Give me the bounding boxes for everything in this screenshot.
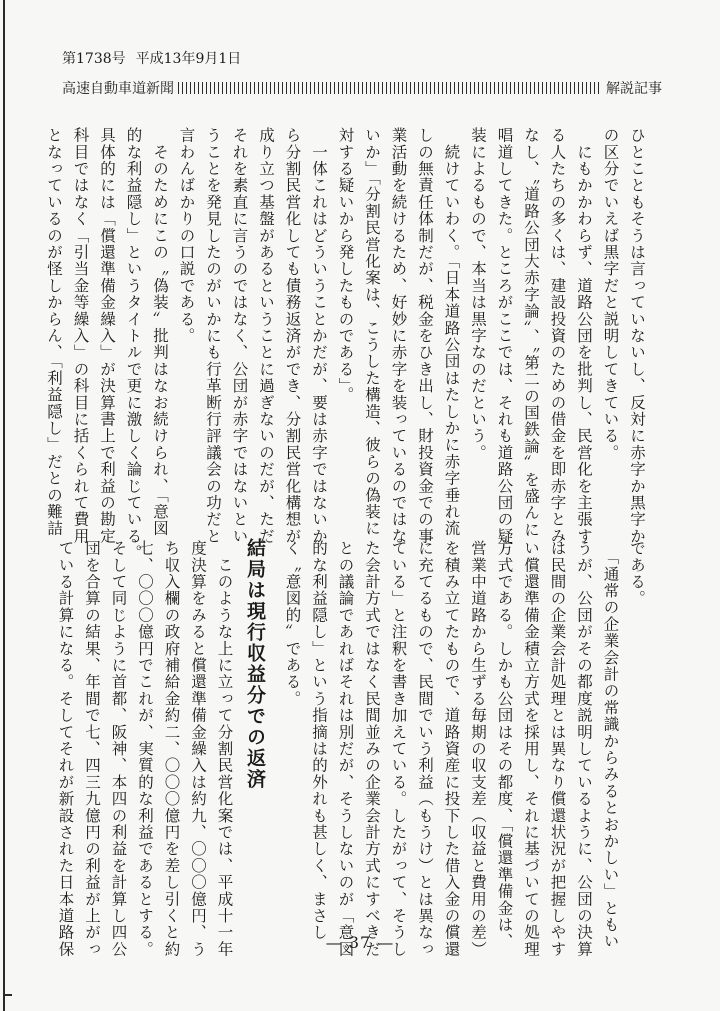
article-text-lower-left: このような上に立って分割民営化案では、平成十一年 度決算をみると償還準備金繰入は約九、〇〇〇億円、う ち収入欄の政府補給金約二、〇〇〇億円を差し引くと約 七、〇〇〇億円でこれが、実質的な利益であるとする。 そして同じように首都、阪神、本四の利益を計算し四公 団を合算の結果、年間で七、四三九億円の利益が上がっ ている計算になる。そしてそれが新設された日本道路保 [56,540,234,958]
masthead [62,78,662,98]
article-text-upper: ひとこともそうは言っていないし、反対に赤字か黒字か の区分でいえば黒字だと説明してきている。 にもかかわらず、道路公団を批判し、民営化を主張す る人たちの多くは、建設投資のための借金を即赤字とみ なし、〝道路公団大赤字論〟、〝第二の国鉄論〟を盛んに 唱道してきた。ところがここでは、それも道路公団の疑 装によるもので、本当は黒字なのだという。 続けていわく。「日本道路公団はたしかに赤字垂れ流 しの無責任体制だが、税金をひき出し、財投資金での事 業活動を続けるため、好妙に赤字を装っているのではな いか」「分割民営化案は、こうした構造、彼らの偽装に 対する疑いから発したものである」。 一体これはどういうことかだが、要は赤字ではないか ら分割民営化しても債務返済ができ、分割民営化構想が 成り立つ基盤があるということに過ぎないのだが、ただ それを素直に言うのではなく、公団が赤字ではないとい うことを発見したのがいかにも行革断行評議会の功だと 言わんばかりの口説である。 そのためにこの〝偽装〟批判はなお続けられ、「意図 的な利益隠し」というタイトルで更に激しく論じている。 具体的には「償還準備金繰入」が決算書上で利益の勘定 科目ではなく「引当金等繰入」の科目に括くられて費用 となっているのが怪しからん、「利益隠し」だとの難詰 [45,127,646,562]
article-text-lower-right: である。 「通常の企業会計の常識からみるとおかしい」ともい うが、公団がその都度説明しているように、公団の決算 は民間の企業会計処理とは異なり償還状況が把握しやす い償還準備金積立方式を採用し、それに基づいての処理 方式である。しかも公団はその都度、「償還準備金は、 営業中道路から生ずる毎期の収支差（収益と費用の差） を積み立てたもので、道路資産に投下した借入金の償還 に充てるもので、民間でいう利益（もうけ）とは異なっ ている」と注釈を書き加えている。したがって、そうし た会計方式ではなく民間並みの企業会計方式にすべきだ との議論であればそれは別だが、そうしないのが「意図 的な利益隠し」という指摘は的外れも甚しく、まさし く〝意図的〟である。 [283,540,646,958]
scan-border-mark [3,994,12,996]
scan-border-line [3,0,5,1011]
page-number: — 37 — [325,933,395,952]
issue-info [62,50,241,68]
section-label: 解説記事 [606,81,662,97]
issue-date: 平成13年9月1日 [135,51,242,67]
publication-name: 高速自動車道新聞 [62,81,174,97]
issue-number: 第1738号 [62,51,126,67]
section-heading: 結局は現行収益分での返済 [244,538,266,790]
masthead-rule [178,82,602,94]
